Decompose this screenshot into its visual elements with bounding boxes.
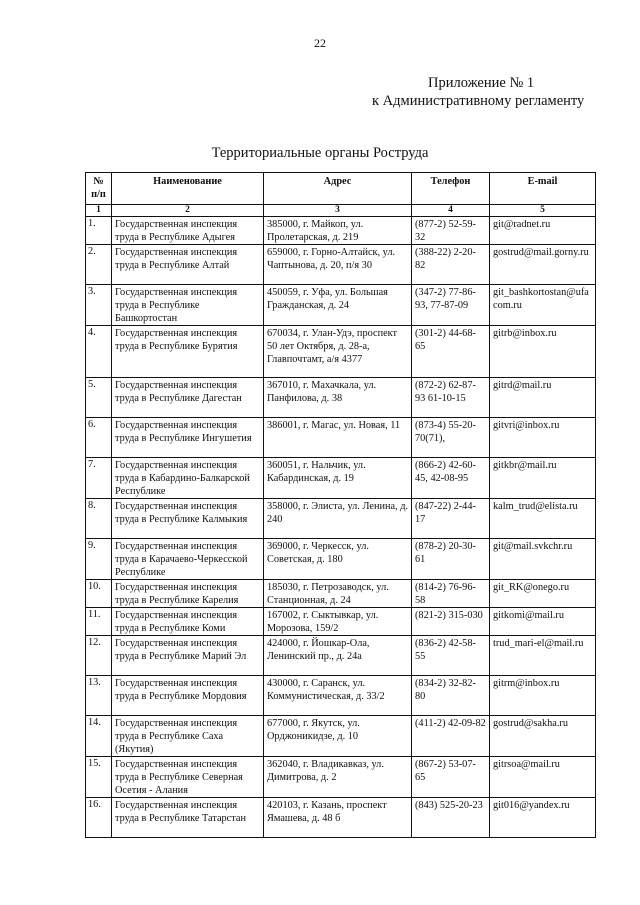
column-number: 2 [112,205,264,217]
cell-email: trud_mari-el@mail.ru [490,636,596,676]
cell-address: 167002, г. Сыктывкар, ул. Морозова, 159/2 [264,608,412,636]
table-row [86,217,596,245]
cell-phone: (347-2) 77-86-93, 77-87-09 [412,285,490,326]
cell-name: Государственная инспекция труда в Республике Мордовия [112,676,264,716]
cell-name: Государственная инспекция труда в Республике Алтай [112,245,264,285]
cell-num: 15. [86,757,112,798]
header-email: E-mail [490,173,596,205]
column-number: 4 [412,205,490,217]
cell-email: git@mail.svkchr.ru [490,539,596,580]
table-row [86,798,596,838]
table-row [86,636,596,676]
column-number: 1 [86,205,112,217]
cell-name: Государственная инспекция труда в Республике Ингушетия [112,418,264,458]
cell-num: 7. [86,458,112,499]
cell-num: 5. [86,378,112,418]
cell-name: Государственная инспекция труда в Кабардино-Балкарской Республике [112,458,264,499]
column-number: 3 [264,205,412,217]
cell-name: Государственная инспекция труда в Республике Калмыкия [112,499,264,539]
cell-address: 385000, г. Майкоп, ул. Пролетарская, д. 219 [264,217,412,245]
cell-num: 8. [86,499,112,539]
cell-address: 369000, г. Черкесск, ул. Советская, д. 180 [264,539,412,580]
cell-email: gitrd@mail.ru [490,378,596,418]
cell-phone: (847-22) 2-44-17 [412,499,490,539]
cell-num: 2. [86,245,112,285]
cell-address: 362040, г. Владикавказ, ул. Димитрова, д. 2 [264,757,412,798]
cell-phone: (388-22) 2-20-82 [412,245,490,285]
cell-phone: (836-2) 42-58-55 [412,636,490,676]
cell-address: 367010, г. Махачкала, ул. Панфилова, д. 38 [264,378,412,418]
cell-num: 3. [86,285,112,326]
agencies-table [85,172,596,838]
column-number: 5 [490,205,596,217]
cell-phone: (877-2) 52-59-32 [412,217,490,245]
cell-name: Государственная инспекция труда в Республике Башкортостан [112,285,264,326]
cell-address: 659000, г. Горно-Алтайск, ул. Чаптынова, д. 20, п/я 30 [264,245,412,285]
table-row [86,757,596,798]
cell-phone: (843) 525-20-23 [412,798,490,838]
cell-name: Государственная инспекция труда в Республике Дагестан [112,378,264,418]
cell-email: gitrsoa@mail.ru [490,757,596,798]
appendix-line-1: Приложение № 1 [428,75,535,91]
cell-num: 13. [86,676,112,716]
cell-address: 430000, г. Саранск, ул. Коммунистическая, д. 33/2 [264,676,412,716]
cell-phone: (301-2) 44-68-65 [412,326,490,378]
cell-name: Государственная инспекция труда в Республике Татарстан [112,798,264,838]
cell-num: 10. [86,580,112,608]
table-row [86,676,596,716]
cell-email: git_RK@onego.ru [490,580,596,608]
table-header-row [86,173,596,205]
cell-phone: (821-2) 315-030 [412,608,490,636]
cell-address: 185030, г. Петрозаводск, ул. Станционная, д. 24 [264,580,412,608]
table-row [86,716,596,757]
appendix-heading [372,74,632,110]
cell-num: 14. [86,716,112,757]
cell-address: 670034, г. Улан-Удэ, проспект 50 лет Октября, д. 28-а, Главпочтамт, а/я 4377 [264,326,412,378]
cell-name: Государственная инспекция труда в Республике Марий Эл [112,636,264,676]
appendix-line-2: к Административному регламенту [372,93,585,109]
cell-email: gostrud@mail.gorny.ru [490,245,596,285]
cell-address: 358000, г. Элиста, ул. Ленина, д. 240 [264,499,412,539]
table-row [86,458,596,499]
cell-email: gitvri@inbox.ru [490,418,596,458]
header-name: Наименование [112,173,264,205]
cell-phone: (411-2) 42-09-82 [412,716,490,757]
cell-email: gitrm@inbox.ru [490,676,596,716]
cell-name: Государственная инспекция труда в Республике Бурятия [112,326,264,378]
cell-phone: (878-2) 20-30-61 [412,539,490,580]
cell-email: gostrud@sakha.ru [490,716,596,757]
cell-name: Государственная инспекция труда в Республике Адыгея [112,217,264,245]
cell-phone: (834-2) 32-82-80 [412,676,490,716]
cell-num: 12. [86,636,112,676]
cell-name: Государственная инспекция труда в Карачаево-Черкесской Республике [112,539,264,580]
cell-address: 420103, г. Казань, проспект Ямашева, д. 48 б [264,798,412,838]
cell-num: 4. [86,326,112,378]
header-address: Адрес [264,173,412,205]
cell-name: Государственная инспекция труда в Республике Северная Осетия - Алания [112,757,264,798]
cell-num: 1. [86,217,112,245]
cell-email: git@radnet.ru [490,217,596,245]
cell-address: 450059, г. Уфа, ул. Большая Гражданская, д. 24 [264,285,412,326]
cell-name: Государственная инспекция труда в Республике Саха (Якутия) [112,716,264,757]
cell-phone: (867-2) 53-07-65 [412,757,490,798]
table-row [86,245,596,285]
cell-email: gitkomi@mail.ru [490,608,596,636]
cell-name: Государственная инспекция труда в Республике Коми [112,608,264,636]
cell-email: git016@yandex.ru [490,798,596,838]
cell-email: kalm_trud@elista.ru [490,499,596,539]
table-row [86,608,596,636]
page-number: 22 [314,36,326,50]
cell-address: 424000, г. Йошкар-Ола, Ленинский пр., д. 24а [264,636,412,676]
cell-num: 6. [86,418,112,458]
cell-email: git_bashkortostan@ufacom.ru [490,285,596,326]
table-row [86,499,596,539]
cell-name: Государственная инспекция труда в Республике Карелия [112,580,264,608]
cell-email: gitkbr@mail.ru [490,458,596,499]
cell-phone: (866-2) 42-60-45, 42-08-95 [412,458,490,499]
document-title: Территориальные органы Роструда [211,145,429,161]
cell-email: gitrb@inbox.ru [490,326,596,378]
header-phone: Телефон [412,173,490,205]
cell-num: 9. [86,539,112,580]
cell-address: 677000, г. Якутск, ул. Орджоникидзе, д. 10 [264,716,412,757]
table-row [86,580,596,608]
cell-num: 11. [86,608,112,636]
column-number-row [86,205,596,217]
cell-phone: (872-2) 62-87-93 61-10-15 [412,378,490,418]
table-row [86,285,596,326]
cell-address: 386001, г. Магас, ул. Новая, 11 [264,418,412,458]
cell-phone: (873-4) 55-20-70(71), [412,418,490,458]
cell-address: 360051, г. Нальчик, ул. Кабардинская, д. 19 [264,458,412,499]
table-row [86,539,596,580]
table-row [86,418,596,458]
table-row [86,378,596,418]
cell-phone: (814-2) 76-96-58 [412,580,490,608]
header-num: № п/п [86,173,112,205]
table-body [86,217,596,838]
table-row [86,326,596,378]
cell-num: 16. [86,798,112,838]
